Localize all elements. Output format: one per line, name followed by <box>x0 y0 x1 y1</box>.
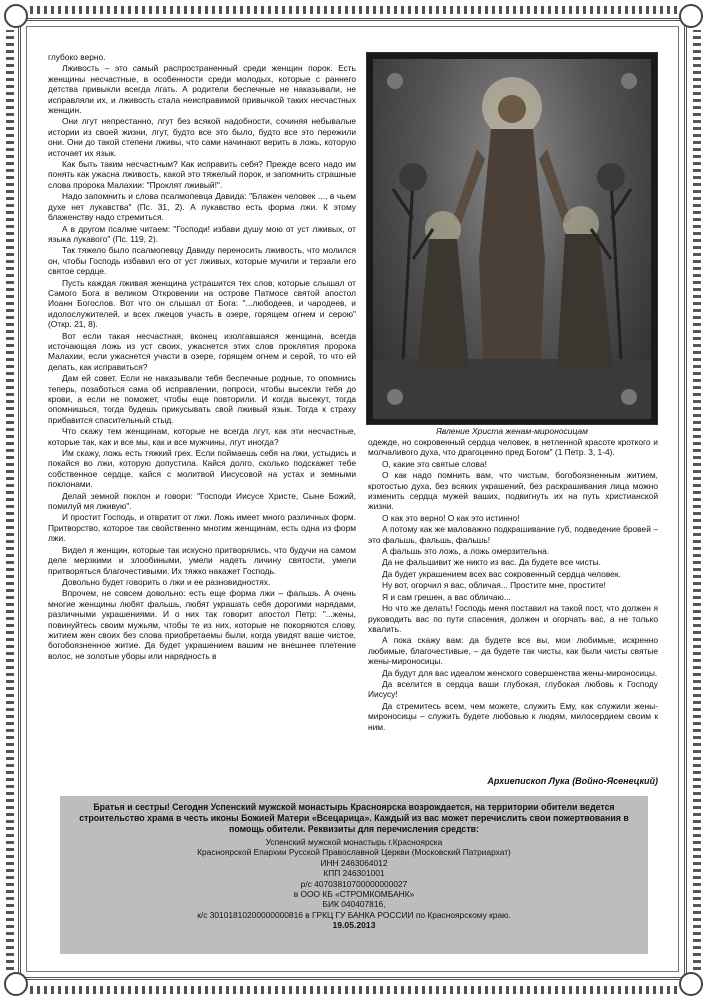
paragraph: А потому как же маловажно подкрашивание губ, подведение бровей – это фальшь, фальшь, фальшь! <box>368 524 658 545</box>
paragraph: Да вселится в сердца ваши глубокая, глубокая любовь к Господу Иисусу! <box>368 678 658 700</box>
donation-appeal-box <box>60 796 648 954</box>
paragraph: А пока скажу вам: да будете все вы, мои любимые, искренно любимые, благочестивые, – да будете так чисты, как были чисты святые жены-мироносицы. <box>368 635 658 667</box>
article-left-column <box>48 52 356 662</box>
bank-detail-line: в ООО КБ «СТРОМКОМБАНК» <box>293 889 415 900</box>
paragraph: Видел я женщин, которые так искусно притворялись, что будучи на самом деле мерзкими и злообиными, умели надеть личину святости, умели притворяться благочестивыми. Их тяжко накажет Господь. <box>48 544 356 576</box>
paragraph: Ну вот, огорчил я вас, обличая... Простите мне, простите! <box>382 580 606 591</box>
paragraph: Но что же делать! Господь меня поставил на такой пост, что должен я руководить вас по пути спасения, должен и огорчать вас, а не только хвалить. <box>368 603 658 634</box>
appeal-date: 19.05.2013 <box>332 920 376 931</box>
paragraph: Да не фальшивит же никто из вас. Да будете все чисты. <box>382 557 601 568</box>
paragraph: Да будет украшением всех вас сокровенный сердца человек. <box>382 568 621 579</box>
paragraph: Лживость – это самый распространенный среди женщин порок. Есть женщины несчастные, в особенности среди молодых, которые с раннего детства привыкли всегда лгать. А родители беспечные не наказывали, не исправляли их, и лживость стала неисправимой привычкой таких несчастных женщин. <box>48 63 356 116</box>
paragraph: Довольно будет говорить о лжи и ее разновидностях. <box>62 576 271 587</box>
bank-detail-line: ИНН 2463064012 <box>320 857 388 868</box>
paragraph: Вот если такая несчастная, вконец изолгавшаяся женщина, всегда источающая ложь из уст своих, ужаснется этих слов проклятия пророка Малахии, если ужаснется участи в озере, горящем огнем и серой, то что ей делать, как исправиться? <box>48 330 356 372</box>
article-right-column <box>368 437 658 733</box>
paragraph: А фальшь это ложь, а ложь омерзительна. <box>382 546 550 557</box>
paragraph: Так тяжело было псалмопевцу Давиду переносить лживость, что молился он, чтобы Господь избавил его от уст лживых, которые мучили и терзали его святое сердце. <box>48 245 356 277</box>
paragraph: Делай земной поклон и говори: "Господи Иисусе Христе, Сыне Божий, помилуй мя лживую". <box>48 490 356 512</box>
corner-medallion-icon <box>679 4 703 28</box>
paragraph: Да стремитесь всем, чем можете, служить Ему, как служили жены-мироносицы – служить будете любовью к людям, милосердием своим к ним. <box>368 700 658 732</box>
paragraph: Впрочем, не совсем довольно: есть еще форма лжи – фальшь. А очень многие женщины любят фальшь, любят украшать себя дорогими нарядами, различными украшениями. И о них так говорит апостол Петр: "...жены, повинуйтесь своим мужьям, чтобы те из них, которые не покоряются слову, житием жен своих без слова приобретаемы были, когда увидят ваше чистое, богобоязненное житие. Да будет украшением вашим не внешнее плетение волос, не золотые уборы или нарядность в <box>48 588 356 661</box>
paragraph: О как это верно! О как это истинно! <box>382 512 520 523</box>
paragraph: одежде, но сокровенный сердца человек, в нетленной красоте кроткого и молчаливого духа, что драгоценно пред Богом" (1 Петр. 3, 1-4). <box>368 437 658 458</box>
border-top-ornament <box>30 6 677 14</box>
paragraph: Им скажу, ложь есть тяжкий грех. Если поймаешь себя на лжи, устыдись и покайся во лжи, которую допустила. Кайся долго, сколько подскажет тебе собственное сердце, кайся с молитвой Иисусовой на устах и земными поклонами. <box>48 448 356 490</box>
paragraph: О как надо помнить вам, что чистым, богобоязненным житием, кротостью духа, без всяких украшений, без раскрашивания лица можно изменить сердца мужей ваших, подвигнуть их на путь христианской жизни. <box>368 470 658 512</box>
border-bottom-ornament <box>30 986 677 994</box>
bank-detail-line: КПП 246301001 <box>323 868 385 879</box>
bank-detail-line: р/с 40703810700000000027 <box>300 878 408 889</box>
corner-medallion-icon <box>679 972 703 996</box>
bank-detail-line: Успенский мужской монастырь г.Красноярска <box>265 837 443 847</box>
paragraph: Они лгут непрестанно, лгут без всякой надобности, сочиняя небывалые истории из своей жизни, лгут, будто все это было, будто все это пережили они. Они до такой степени лживы, что сами начинают верить в ложь, которую источает их язык. <box>48 116 356 158</box>
icon-image <box>366 52 658 425</box>
paragraph: глубоко верно. <box>48 52 106 62</box>
icon-christ-myrrhbearers-icon <box>373 59 651 419</box>
paragraph: А в другом псалме читаем: "Господи! избави душу мою от уст лживых, от языка лукавого" (Пс. 119, 2). <box>48 223 356 244</box>
paragraph: И простит Господь, и отвратит от лжи. Ложь имеет много различных форм. Притворство, которое так свойственно многим женщинам, есть одна из форм лжи. <box>48 512 356 544</box>
border-right-ornament <box>693 30 701 970</box>
paragraph: О, какие это святые слова! <box>382 458 487 469</box>
bank-detail-line: БИК 040407816, <box>322 899 386 910</box>
bank-detail-line: Красноярской Епархии Русской Православной Церкви (Московский Патриархат) <box>197 847 511 858</box>
bank-detail-line: к/с 30101810200000000816 в ГРКЦ ГУ БАНКА РОССИИ по Красноярскому краю. <box>197 909 511 920</box>
paragraph: Дам ей совет. Если не наказывали тебя беспечные родные, то опомнись теперь, позаботься сама об исправлении, попроси, чтобы высекли тебя до крови, а если не поможет, чтобы еще повторили. И когда высекут, тогда опомнишься, тогда будешь прикусывать свой лживый язык. Тогда к страху прибавится спасительный стыд. <box>48 373 356 425</box>
appeal-heading: Братья и сестры! Сегодня Успенский мужской монастырь Красноярска возрождается, на территории обители ведется строительство храма в честь иконы Божией Матери «Всецарица». Каждый из вас может перечислить свои пожертвования в помощь обители. Реквизиты для перечисления средств: <box>79 802 629 834</box>
paragraph: Надо запомнить и слова псалмопевца Давида: "Блажен человек ..., в чьем духе нет лукавства" (Пс. 31, 2). А лукавство есть форма лжи. К этому блаженству надо стремиться. <box>48 191 356 223</box>
icon-illustration <box>373 59 651 419</box>
corner-medallion-icon <box>4 4 28 28</box>
paragraph: Я и сам грешен, а вас обличаю... <box>382 591 511 602</box>
border-left-ornament <box>6 30 14 970</box>
paragraph: Пусть каждая лживая женщина устрашится тех слов, которые слышал от Самого Бога в великом Откровении на острове Патмосе святой апостол Иоанн Богослов. Вот что он слышал от Бога: "...любодеев, и чародеев, и идолослужителей, и всех лжецов участь в озере, горящем огнем и серою" (Откр. 21, 8). <box>48 277 356 330</box>
paragraph: Как быть таким несчастным? Как исправить себя? Прежде всего надо им понять как ужасна лживость, какой это тяжелый порок, и запомнить страшные слова пророка Малахии: "Проклят лживый!". <box>48 159 356 190</box>
author-signature: Архиепископ Лука (Войно-Ясенецкий) <box>487 776 658 786</box>
paragraph: Что скажу тем женщинам, которые не всегда лгут, как эти несчастные, которые так, как и все мы, как и все мужчины, лгут иногда? <box>48 426 356 447</box>
paragraph: Да будут для вас идеалом женского совершенства жены-мироносицы. <box>382 667 658 678</box>
image-caption: Явление Христа женам-мироносицам <box>436 426 588 436</box>
corner-medallion-icon <box>4 972 28 996</box>
